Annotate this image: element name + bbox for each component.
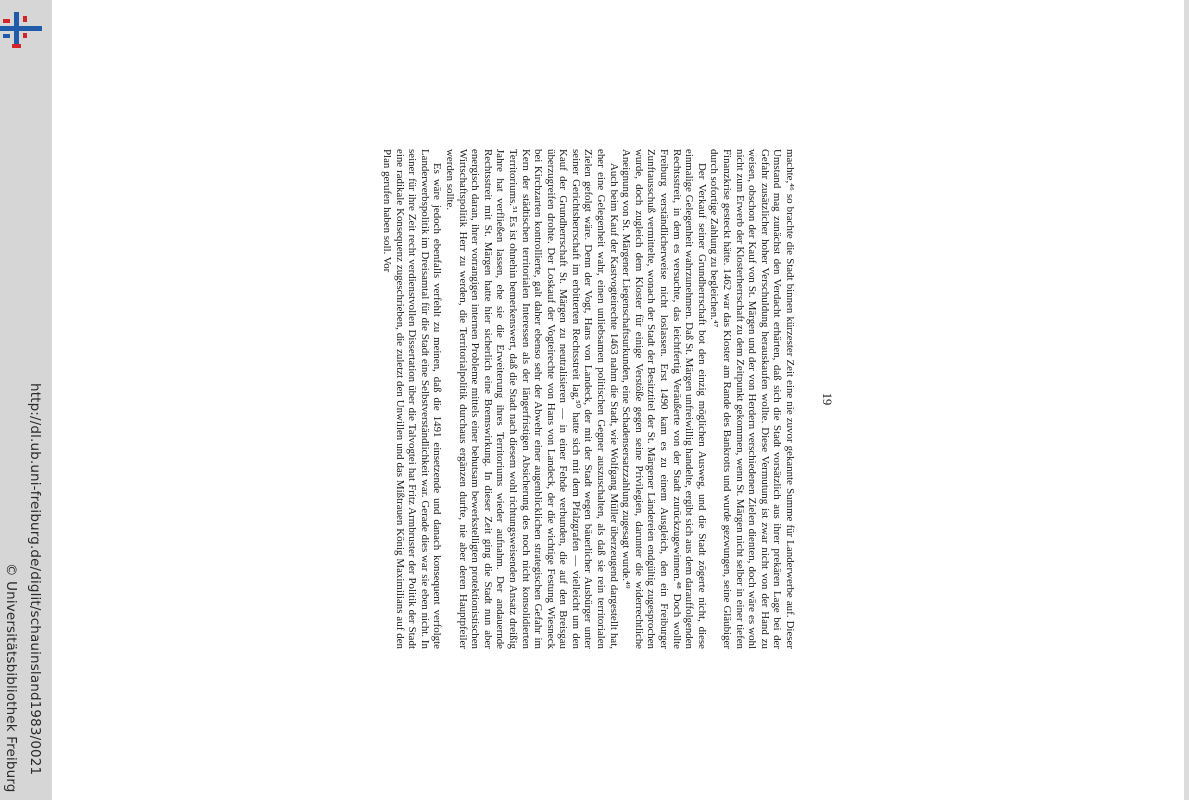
paragraph: Der Verkauf seiner Grundherrschaft bot den einzig möglichen Ausweg, und die Stadt zögerte nicht, diese einmalige Gelegenheit wahrzunehmen. Daß St. Märgen unfreiwillig handelte, ergibt sich aus dem darauffolgenden Rechtsstreit, in dem es versuchte, das leichtfertig Veräußerte von der Stadt zurückzugewinnen.⁴⁸ Doch wollte Freiburg verständlicherweise nicht loslassen. Erst 1490 kam es zu einem Ausgleich, den ein Freiburger Zunftausschuß vermittelte, wonach der Stadt der Besitztitel der St. Märgener Ländereien endgültig zugesprochen wurde, doch zugleich dem Kloster für einige Verstöße gegen seine Privilegien, darunter die widerrechtliche Aneignung von St. Märgener Liegenschaftsurkunden, eine Schadensersatzzahlung zugesagt wurde.⁴⁹ <box>620 149 708 649</box>
scanned-page <box>259 149 834 649</box>
source-url-link[interactable]: http://dl.ub.uni-freiburg.de/diglit/schauinsland1983/0021 <box>27 383 43 776</box>
copyright-notice: © Universitätsbibliothek Freiburg <box>3 563 19 793</box>
paragraph: machte,⁴⁶ so brachte die Stadt binnen kürzester Zeit eine nie zuvor gekannte Summe für Landerwerbe auf. Dieser Umstand mag zunächst den Verdacht erhärten, daß sich die Stadt vorsätzlich aus ihrer prekären Lage bei der Gefahr zusätzlicher hoher Verschuldung herauskaufen wollte. Diese Vermutung ist zwar nicht von der Hand zu weisen, obschon der Kauf von St. Märgen und der von Herdern verschiedenen Zielen dienten, doch wäre es wohl nicht zum Erwerb der Klosterherrschaft zu dem Zeitpunkt gekommen, wenn St. Märgen nicht selber in einer tiefen Finanzkrise gesteckt hätte. 1462 war das Kloster am Rande des Bankrotts und wurde gezwungen, seine Gläubiger durch sofortige Zahlung zu begleichen.⁴⁷ <box>708 149 796 649</box>
paragraph: Auch beim Kauf der Kastvogteirechte 1463 nahm die Stadt, wie Wolfgang Müller überzeugend dargestellt hat, eher eine Gelegenheit wahr, einen unliebsamen politischen Gegner auszuschalten, als daß sie rein territorialen Zielen gefolgt wäre. Denn der Vogt, Hans von Landeck, der mit der Stadt wegen bäuerlicher Ausbürger unter seiner Gerichtsherrschaft im erbitterten Rechtsstreit lag,⁵⁰ hatte sich mit dem Pfalzgrafen — vielleicht um den Kauf der Grundherrschaft St. Märgen zu neutralisieren — in einer Fehde verbunden, die auf den Breisgau überzugreifen drohte. Der Loskauf der Vogteirechte von Hans von Landeck, der die wichtige Festung Wiesneck bei Kirchzarten kontrollierte, galt daher ebenso sehr der Abwehr einer augenblicklichen strategischen Gefahr im Kern der städtischen territorialen Interessen als der längerfristigen Absicherung des noch nicht konsolidierten Territoriums.⁵¹ Es ist ohnehin bemerkenswert, daß die Stadt nach diesem wohl richtungsweisenden Ansatz dreißig Jahre hat verfließen lassen, ehe sie die Erweiterung ihres Territoriums wieder aufnahm. Der andauernde Rechtsstreit mit St. Märgen hatte hier sicherlich eine Bremswirkung. In dieser Zeit ging die Stadt nun aber energisch daran, ihrer vorrangigen internen Probleme mittels einer behutsam bewerkstelligten protektionistischen Wirtschaftspolitik Herr zu werden, die Territorialpolitik durchaus ergänzen durfte, nie aber deren Hauptpfeiler werden sollte. <box>443 149 620 649</box>
page-body-text <box>259 149 796 649</box>
page-number: 19 <box>820 392 834 406</box>
sidebar <box>0 0 52 800</box>
right-edge-border <box>1184 0 1189 800</box>
university-library-logo-icon <box>0 8 44 50</box>
paragraph: Es wäre jedoch ebenfalls verfehlt zu meinen, daß die 1491 einsetzende und danach konsequent verfolgte Landerwerbspolitik im Dreisamtal für die Stadt eine Selbstverständlichkeit war. Gerade dies war sie eben nicht. In seiner für ihre Zeit recht verdienstvollen Dissertation über die Talvogtei hat Fritz Armbruster der Politik der Stadt eine radikale Konsequenz zugeschrieben, die zuletzt den Unwillen und das Mißtrauen König Maximilians auf den Plan gerufen haben soll. Vor <box>381 149 444 649</box>
